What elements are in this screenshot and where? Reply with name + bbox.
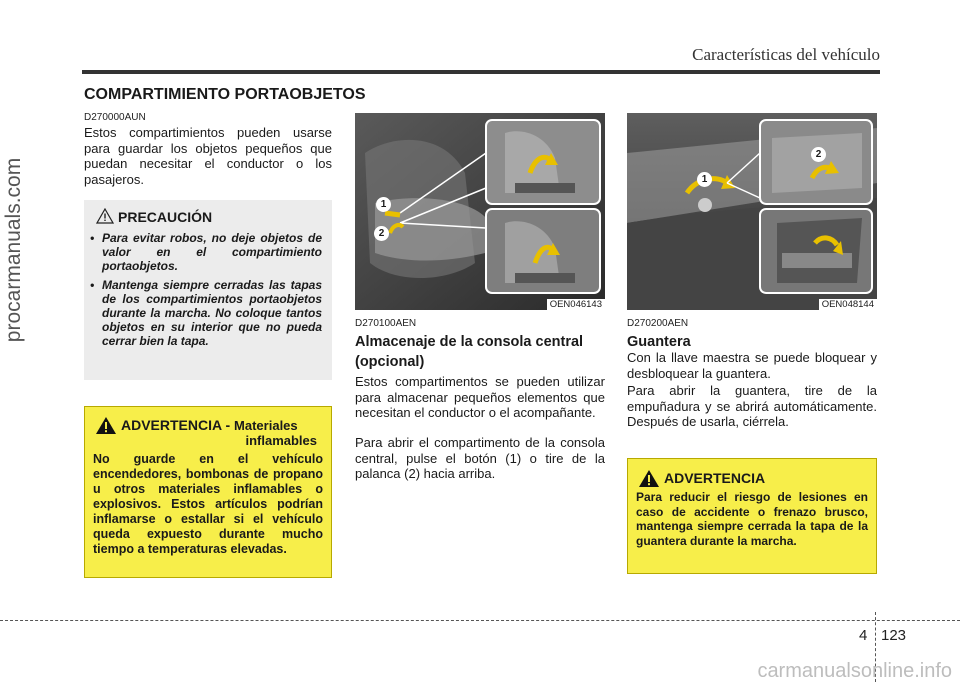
caution-heading: PRECAUCIÓN	[118, 209, 213, 225]
intro-text: Estos compartimientos pueden usarse para guardar los objetos pequeños que puedan necesitar el conductor o los pasajeros.	[84, 125, 332, 187]
glovebox-warning-text: Para reducir el riesgo de lesiones en caso de accidente o frenazo brusco, mantenga siempre cerrada la tapa de la guantera durante la marcha.	[636, 490, 868, 548]
console-paragraph-1: Estos compartimentos se pueden utilizar para almacenar pequeños elementos que necesitan el conductor o el acompañante.	[355, 374, 605, 420]
console-marker-2: 2	[374, 226, 389, 241]
glovebox-code: D270200AEN	[627, 318, 689, 329]
caution-icon	[96, 208, 114, 224]
warning-icon	[638, 469, 660, 488]
chapter-title: Características del vehículo	[692, 45, 880, 64]
caution-item: • Mantenga siempre cerradas las tapas de los compartimientos portaobjetos durante la marcha. No coloque tantos objetos en su interior que no pueda cerrar bien la tapa.	[90, 278, 322, 348]
flammable-warning-heading: ADVERTENCIA - Materiales	[121, 417, 298, 433]
glovebox-marker-1: 1	[697, 172, 712, 187]
flammable-warning-subheading: inflamables	[245, 433, 317, 448]
flammable-warning-text: No guarde en el vehículo encendedores, bombonas de propano u otros materiales inflamables o explosivos. Estos artículos podrían inflamarse o estallar si el vehículo queda expuesto durante mucho tiempo a temperaturas elevadas.	[93, 452, 323, 556]
footer-rule	[0, 620, 960, 621]
bottom-watermark: carmanualsonline.info	[757, 660, 952, 682]
glovebox-illustration	[627, 113, 877, 310]
glovebox-warning-box	[627, 458, 877, 574]
header-rule	[82, 70, 880, 74]
glovebox-marker-2: 2	[811, 147, 826, 162]
caution-item: • Para evitar robos, no deje objetos de valor en el compartimiento portaobjetos.	[90, 231, 322, 273]
console-code: D270100AEN	[355, 318, 417, 329]
warning-icon	[95, 416, 117, 435]
console-image-code: OEN046143	[547, 299, 605, 310]
flammable-warning-box	[84, 406, 332, 578]
console-title: Almacenaje de la consola central (opcional)	[355, 334, 584, 370]
glovebox-paragraph-1: Con la llave maestra se puede bloquear y desbloquear la guantera.	[627, 350, 877, 381]
glovebox-paragraph-2: Para abrir la guantera, tire de la empuñadura y se abrirá automáticamente. Después de usarla, ciérrela.	[627, 383, 877, 429]
caution-list	[84, 231, 332, 353]
glovebox-image-code: OEN048144	[819, 299, 877, 310]
section-title: COMPARTIMIENTO PORTAOBJETOS	[84, 86, 366, 103]
caution-box	[84, 200, 332, 380]
console-paragraph-2: Para abrir el compartimento de la consola central, pulse el botón (1) o tire de la palanca (2) hacia arriba.	[355, 435, 605, 481]
glovebox-title: Guantera	[627, 334, 691, 350]
glovebox-warning-heading: ADVERTENCIA	[664, 470, 766, 486]
page-number: 123	[881, 627, 907, 644]
side-watermark: procarmanuals.com	[2, 157, 25, 343]
console-marker-1: 1	[376, 197, 391, 212]
chapter-number: 4	[859, 627, 868, 644]
console-illustration	[355, 113, 605, 310]
intro-code: D270000AUN	[84, 112, 146, 123]
glovebox-photo	[627, 113, 877, 310]
console-photo	[355, 113, 605, 310]
